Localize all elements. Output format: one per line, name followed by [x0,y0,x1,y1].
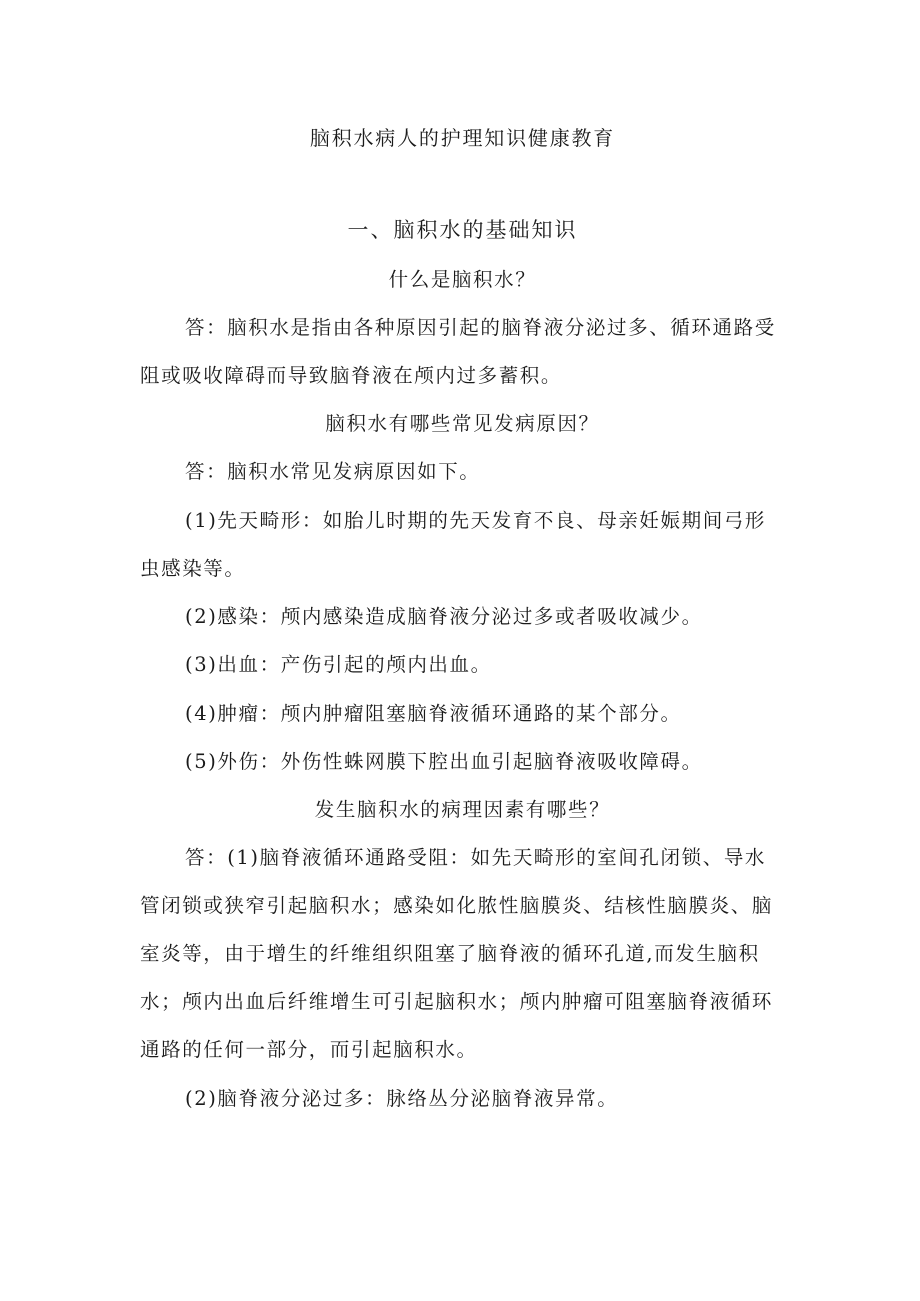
question-1: 什么是脑积水？ [388,268,537,291]
answer-2-item-1-line-2: 虫感染等。 [140,557,246,580]
document-title: 脑积水病人的护理知识健康教育 [309,126,616,150]
question-2: 脑积水有哪些常见发病原因？ [325,412,600,435]
question-3: 发生脑积水的病理因素有哪些？ [314,798,611,821]
answer-3-item-1-line-2: 管闭锁或狭窄引起脑积水；感染如化脓性脑膜炎、结核性脑膜炎、脑 [140,894,774,917]
answer-2-item-4: (4)肿瘤：颅内肿瘤阻塞脑脊液循环通路的某个部分。 [185,702,682,725]
answer-2-intro: 答：脑积水常见发病原因如下。 [185,460,481,483]
answer-3-item-1-line-4: 水；颅内出血后纤维增生可引起脑积水；颅内肿瘤可阻塞脑脊液循环 [140,990,774,1013]
answer-2-item-5: (5)外伤：外伤性蛛网膜下腔出血引起脑脊液吸收障碍。 [185,750,703,773]
answer-1-line-1: 答：脑积水是指由各种原因引起的脑脊液分泌过多、循环通路受 [185,316,776,339]
answer-3-item-1-line-3: 室炎等，由于增生的纤维组织阻塞了脑脊液的循环孔道,而发生脑积 [140,942,760,965]
answer-3-item-2: (2)脑脊液分泌过多：脉络丛分泌脑脊液异常。 [185,1087,619,1110]
document-page [140,0,785,1301]
answer-2-item-2: (2)感染：颅内感染造成脑脊液分泌过多或者吸收减少。 [185,605,703,628]
answer-3-item-1-line-5: 通路的任何一部分，而引起脑积水。 [140,1038,478,1061]
answer-1-line-2: 阻或吸收障碍而导致脑脊液在颅内过多蓄积。 [140,364,563,387]
answer-2-item-3: (3)出血：产伤引起的颅内出血。 [185,653,492,676]
section-heading: 一、脑积水的基础知识 [347,218,578,242]
answer-2-item-1-line-1: (1)先天畸形：如胎儿时期的先天发育不良、母亲妊娠期间弓形 [185,509,767,532]
answer-3-item-1-line-1: 答：(1)脑脊液循环通路受阻：如先天畸形的室间孔闭锁、导水 [185,846,767,869]
